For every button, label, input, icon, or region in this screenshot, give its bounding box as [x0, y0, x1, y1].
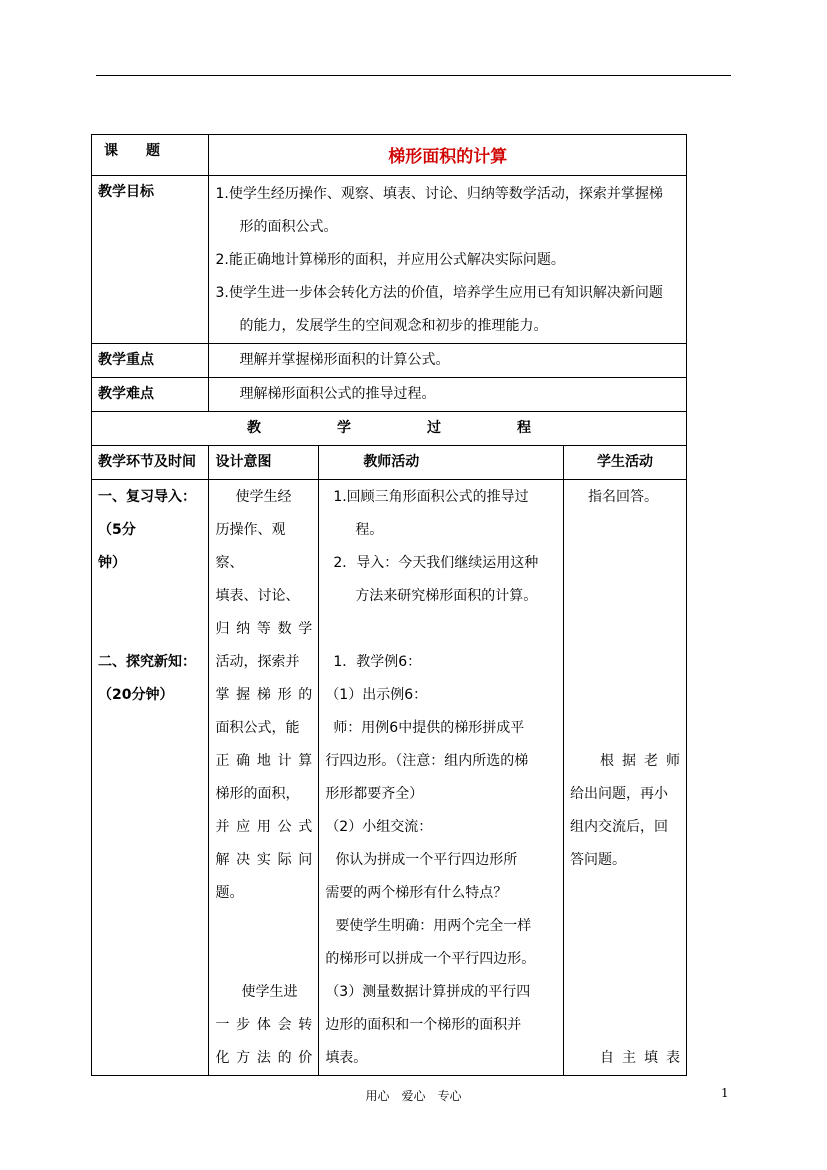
- goal-item: 2.能正确地计算梯形的面积，并应用公式解决实际问题。: [215, 252, 565, 268]
- goal-item: 3.使学生进一步体会转化方法的价值，培养学生应用已有知识解决新问题: [215, 285, 663, 301]
- goal-item-cont: 形的面积公式。: [239, 219, 338, 235]
- process-heading: 教 学 过 程: [92, 412, 687, 446]
- header-rule: [96, 75, 731, 76]
- key-label: 教学重点: [92, 344, 209, 378]
- student-cell: 指名回答。 根据老师 给出问题，再小 组内交流后，回 答问题。 自主填表: [564, 480, 687, 1076]
- column-teacher: 教师活动: [319, 446, 564, 480]
- column-student: 学生活动: [564, 446, 687, 480]
- lesson-title: 梯形面积的计算: [209, 135, 687, 176]
- lesson-plan-table: [91, 134, 687, 1076]
- design-cell: 使学生经 历操作、观察、 填表、讨论、 归纳等数学 活动，探索并 掌握梯形的 面积公式，能 正确地计算 梯形的面积， 并应用公式 解决实际问 题。 使学生进 一步体会转 化方法的价: [209, 480, 319, 1076]
- stage-cell: 一、复习导入：（5分 钟） 二、探究新知： （20分钟）: [92, 480, 209, 1076]
- title-label: 课 题: [92, 135, 209, 176]
- difficulty-label: 教学难点: [92, 378, 209, 412]
- goals-cell: [209, 176, 687, 344]
- teacher-cell: 1.回顾三角形面积公式的推导过 程。 2．导入：今天我们继续运用这种 方法来研究梯形面积的计算。 1．教学例6： （1）出示例6： 师：用例6中提供的梯形拼成平 行四边形。（注意：组内所选的梯 形形都要齐全） （2）小组交流： 你认为拼成一个平行四边形所 需要的两个梯形有什么特点？ 要使学生明确：用两个完全一样 的梯形可以拼成一个平行四边形。 （3）测量数据计算拼成的平行四 边形的面积和一个梯形的面积并 填表。: [319, 480, 564, 1076]
- column-stage: 教学环节及时间: [92, 446, 209, 480]
- page-number: 1: [721, 1086, 729, 1100]
- key-text: 理解并掌握梯形面积的计算公式。: [209, 344, 687, 378]
- difficulty-text: 理解梯形面积公式的推导过程。: [209, 378, 687, 412]
- goals-label: 教学目标: [92, 176, 209, 344]
- goal-item-cont: 的能力，发展学生的空间观念和初步的推理能力。: [239, 318, 548, 334]
- page-footer: 用心 爱心 专心: [365, 1089, 462, 1103]
- goal-item: 1.使学生经历操作、观察、填表、讨论、归纳等数学活动，探索并掌握梯: [215, 186, 663, 202]
- column-design: 设计意图: [209, 446, 319, 480]
